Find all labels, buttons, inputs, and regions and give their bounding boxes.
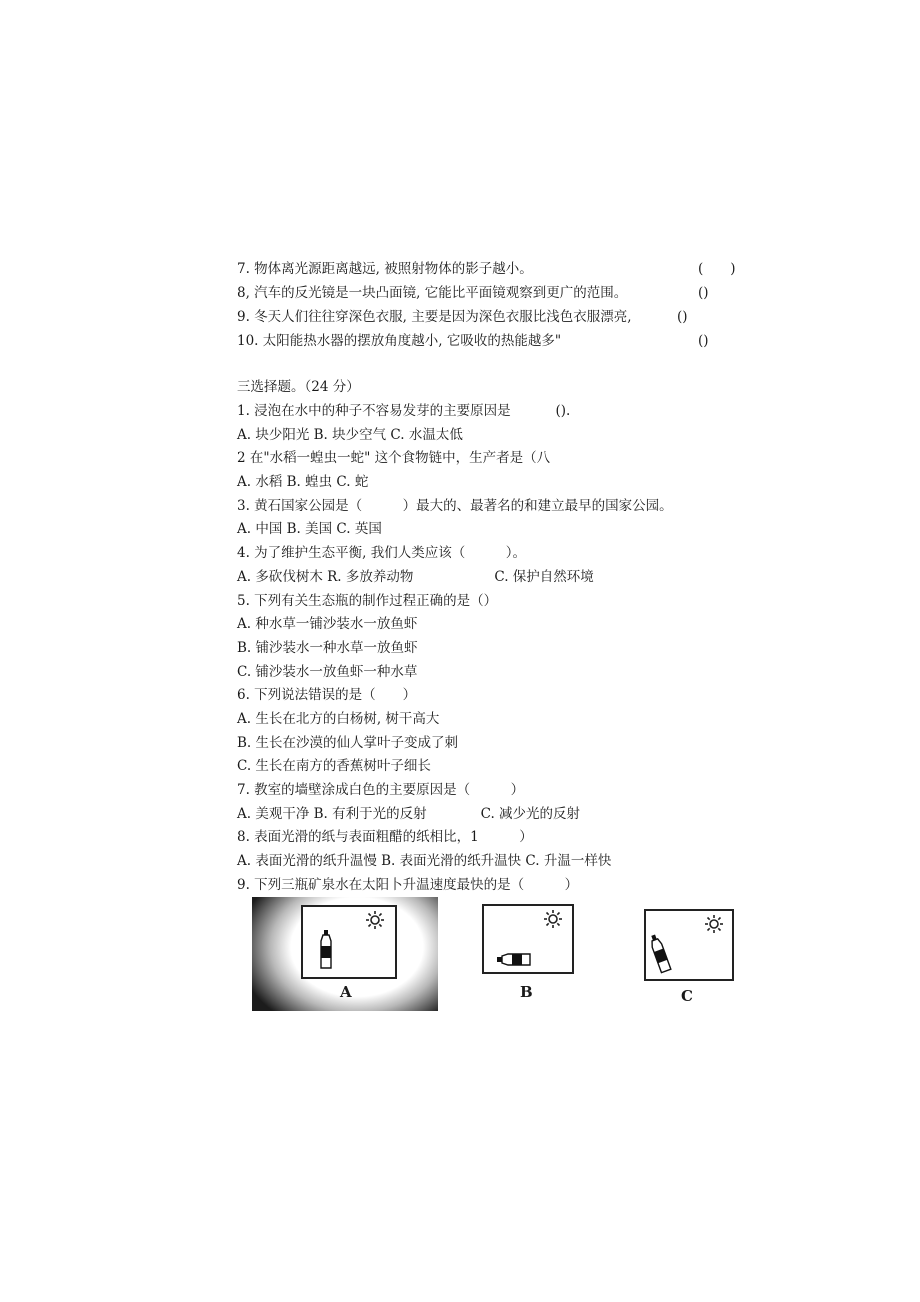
panel-label-b: B: [520, 983, 533, 1001]
option-line: B. 铺沙装水一种水草一放鱼虾: [237, 640, 418, 656]
option-line: C. 生长在南方的香蕉树叶子细长: [237, 758, 431, 774]
panel-label-c: C: [681, 987, 693, 1005]
answer-paren-10: (): [698, 333, 709, 349]
answer-paren-9: (): [677, 309, 688, 325]
option-line: A. 表面光滑的纸升温慢 B. 表面光滑的纸升温快 C. 升温一样快: [237, 853, 612, 869]
option-line: A. 多砍伐树木 R. 多放养动物 C. 保护自然环境: [237, 569, 594, 585]
option-line: A. 种水草一铺沙装水一放鱼虾: [237, 616, 418, 632]
question-line: 4. 为了维护生态平衡, 我们人类应该（ ）。: [237, 545, 527, 561]
option-line: A. 中国 B. 美国 C. 英国: [237, 521, 382, 537]
sun-icon: [365, 910, 385, 930]
question-line: 5. 下列有关生态瓶的制作过程正确的是（）: [237, 593, 498, 609]
question-line: 6. 下列说法错误的是（ ）: [237, 687, 417, 703]
option-line: A. 生长在北方的白杨树, 树干高大: [237, 711, 440, 727]
judgement-item-9: 9. 冬天人们往往穿深色衣服, 主要是因为深色衣服比浅色衣服漂亮,: [237, 309, 632, 325]
question-line: 8. 表面光滑的纸与表面粗醋的纸相比，1 ）: [237, 829, 533, 845]
bottle-figure: [0, 897, 920, 1017]
option-line: A. 水稻 B. 蝗虫 C. 蛇: [237, 474, 369, 490]
bottle-icon: [497, 953, 531, 966]
option-line: C. 铺沙装水一放鱼虾一种水草: [237, 664, 418, 680]
answer-paren-7: ( ): [698, 261, 736, 277]
answer-paren-8: (): [698, 285, 709, 301]
judgement-item-10: 10. 太阳能热水器的摆放角度越小, 它吸收的热能越多": [237, 333, 562, 349]
question-line: 3. 黄石国家公园是（ ）最大的、最著名的和建立最早的国家公园。: [237, 498, 673, 514]
sun-icon: [543, 909, 563, 929]
question-line: 2 在"水稻一蝗虫一蛇" 这个食物链中，生产者是（八: [237, 450, 551, 466]
question-line: 1. 浸泡在水中的种子不容易发芽的主要原因是 ().: [237, 403, 571, 419]
option-line: A. 美观干净 B. 有利于光的反射 C. 减少光的反射: [237, 806, 581, 822]
judgement-item-7: 7. 物体离光源距离越远, 被照射物体的影子越小。: [237, 261, 533, 277]
question-line: 7. 教室的墙壁涂成白色的主要原因是（ ）: [237, 782, 525, 798]
bottle-icon: [320, 930, 332, 970]
panel-label-a: A: [340, 983, 352, 1001]
section-title: 三选择题。（24 分）: [237, 379, 360, 395]
option-line: B. 生长在沙漠的仙人掌叶子变成了刺: [237, 735, 459, 751]
judgement-item-8: 8, 汽车的反光镜是一块凸面镜, 它能比平面镜观察到更广的范围。: [237, 285, 628, 301]
sun-icon: [704, 914, 724, 934]
question-line: 9. 下列三瓶矿泉水在太阳卜升温速度最快的是（ ）: [237, 877, 579, 893]
option-line: A. 块少阳光 B. 块少空气 C. 水温太低: [237, 427, 463, 443]
